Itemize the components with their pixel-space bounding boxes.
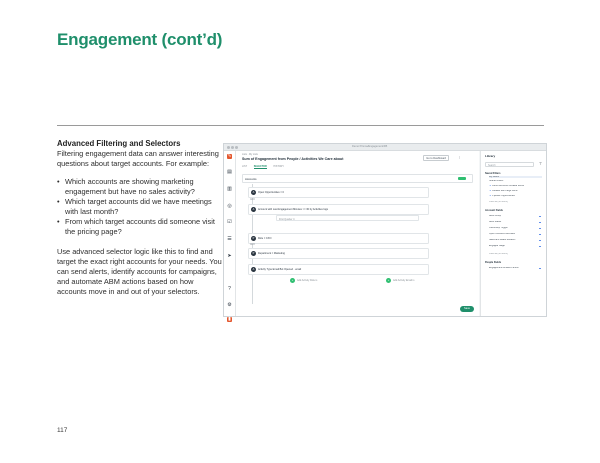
account-fields-heading: Account Fields [485,209,503,212]
library-panel [480,151,546,316]
chart-icon[interactable]: ▥ [227,186,232,192]
check-icon[interactable]: ☑ [227,219,232,225]
url-text: Demo Prisma/Engagement/FB [352,144,388,148]
connector-and[interactable]: AND [250,244,255,246]
section-divider [57,125,544,126]
filter-icon: A [252,208,255,211]
selector-paragraph: Use advanced selector logic like this to find and target the exact right accounts for your needs. You can send alerts, identify accounts for campaigns, and automate ABM actions based on how accounts move in and out of your selectors. [57,247,222,296]
section-heading: Advanced Filtering and Selectors [57,139,181,148]
filter-node[interactable]: A Activity Type Email Bot Opened · email [248,264,429,275]
menu-icon[interactable]: ☰ [227,236,232,242]
user-icon[interactable]: ▮ [228,316,231,322]
selector-panel [236,151,479,316]
list-icon[interactable]: ▤ [227,169,232,175]
filter-icon: ▼ [489,190,492,192]
tab-bar [242,165,290,168]
question-item: • From which target accounts did someone visit the pricing page? [57,217,222,237]
add-icon: + [387,279,390,282]
library-item[interactable]: ABM Group [489,215,542,217]
library-item[interactable]: ▼Pipeline Opportunities [489,195,515,197]
filter-icon: A [252,191,255,194]
body-text [57,139,222,297]
compass-icon[interactable]: ➤ [227,253,232,259]
help-icon[interactable]: ? [228,286,231,292]
status-badge [458,177,466,180]
filter-icon: P [252,252,255,255]
tab-list[interactable]: LIST [242,165,248,168]
app-screenshot [223,143,547,322]
filter-node[interactable]: P Role = CXO [248,233,429,244]
library-search-input[interactable]: Search [485,162,534,167]
app-sidebar [224,151,236,322]
dot-icon [539,216,541,218]
settings-icon[interactable]: ⚙ [227,302,232,308]
question-item: • Which target accounts did we have meetings with last month? [57,197,222,217]
subgroup-field[interactable]: First Quarter 4 [276,215,419,221]
tab-selector[interactable]: SELECTOR [253,165,267,168]
library-title: Library [485,154,496,158]
question-list [57,177,222,237]
library-item[interactable]: Engaged Stage [489,245,542,247]
filter-icon[interactable]: ⊤ [538,162,542,166]
page-title: Engagement (cont’d) [57,30,223,49]
more-icon[interactable]: ⋮ [458,155,461,159]
window-dot-icon [227,146,230,149]
dot-icon [539,234,541,236]
question-item: • Which accounts are showing marketing engagement but have no sales activity? [57,177,222,197]
browser-chrome [224,144,546,151]
breadcrumb[interactable]: Lists · My Lists [242,153,258,156]
accounts-label: Accounts [245,176,257,181]
dot-icon [539,268,541,270]
saved-filters-heading: Saved Filters [485,172,501,175]
filter-node[interactable]: A Account with Last Engagement Minutes >= 30 by Activities logs [248,204,429,215]
library-item[interactable]: ▼Booked with Large Wins? [489,190,519,192]
page-number: 117 [57,427,68,434]
filter-icon: A [252,268,255,271]
filter-icon: ▼ [489,185,492,187]
dot-icon [539,228,541,230]
add-icon: + [291,279,294,282]
people-fields-heading: People Fields [485,261,502,264]
see-all-link[interactable]: View all (30 items) [489,201,508,203]
library-item[interactable]: Shared Filters [489,180,504,182]
library-item[interactable]: Ownership Trigger [489,227,542,229]
add-activity-row[interactable]: + Add Activity Role is [291,279,318,283]
dot-icon [539,222,541,224]
library-item[interactable]: Sales and Leads Rotation [489,239,542,241]
connector-and[interactable]: AND [250,199,255,201]
window-dot-icon [235,146,238,149]
list-title: Sum of Engagement from People / Activities We Care about [242,157,344,161]
library-item[interactable]: My Filters [489,176,542,178]
filter-icon: ▼ [489,195,492,197]
filter-node[interactable]: A Open Opportunities = 0 [248,187,429,198]
library-item[interactable]: ▼Demo Accounts Created Month [489,185,525,187]
window-dot-icon [231,146,234,149]
intro-text: Filtering engagement data can answer interesting questions about target accounts. For example: [57,149,219,168]
app-logo-icon: ∿ [227,153,232,159]
tab-history[interactable]: HISTORY [273,165,284,168]
see-all-link[interactable]: View all (30 items) [489,253,508,255]
add-activity-row[interactable]: + Add Activity Email is [387,279,415,283]
library-item[interactable]: Open Outbound Activities [489,233,542,235]
dot-icon [539,246,541,248]
filter-node[interactable]: P Department = Marketing [248,248,429,259]
accounts-filter[interactable] [242,174,473,183]
library-item[interactable]: Engagement Minutes Person [489,267,542,269]
filter-icon: P [252,237,255,240]
save-button[interactable]: Save [460,306,474,312]
dashboard-button[interactable]: Go to Dashboard [423,155,449,161]
target-icon[interactable]: ◎ [227,203,232,209]
dot-icon [539,240,541,242]
library-item[interactable]: ABM Status [489,221,542,223]
